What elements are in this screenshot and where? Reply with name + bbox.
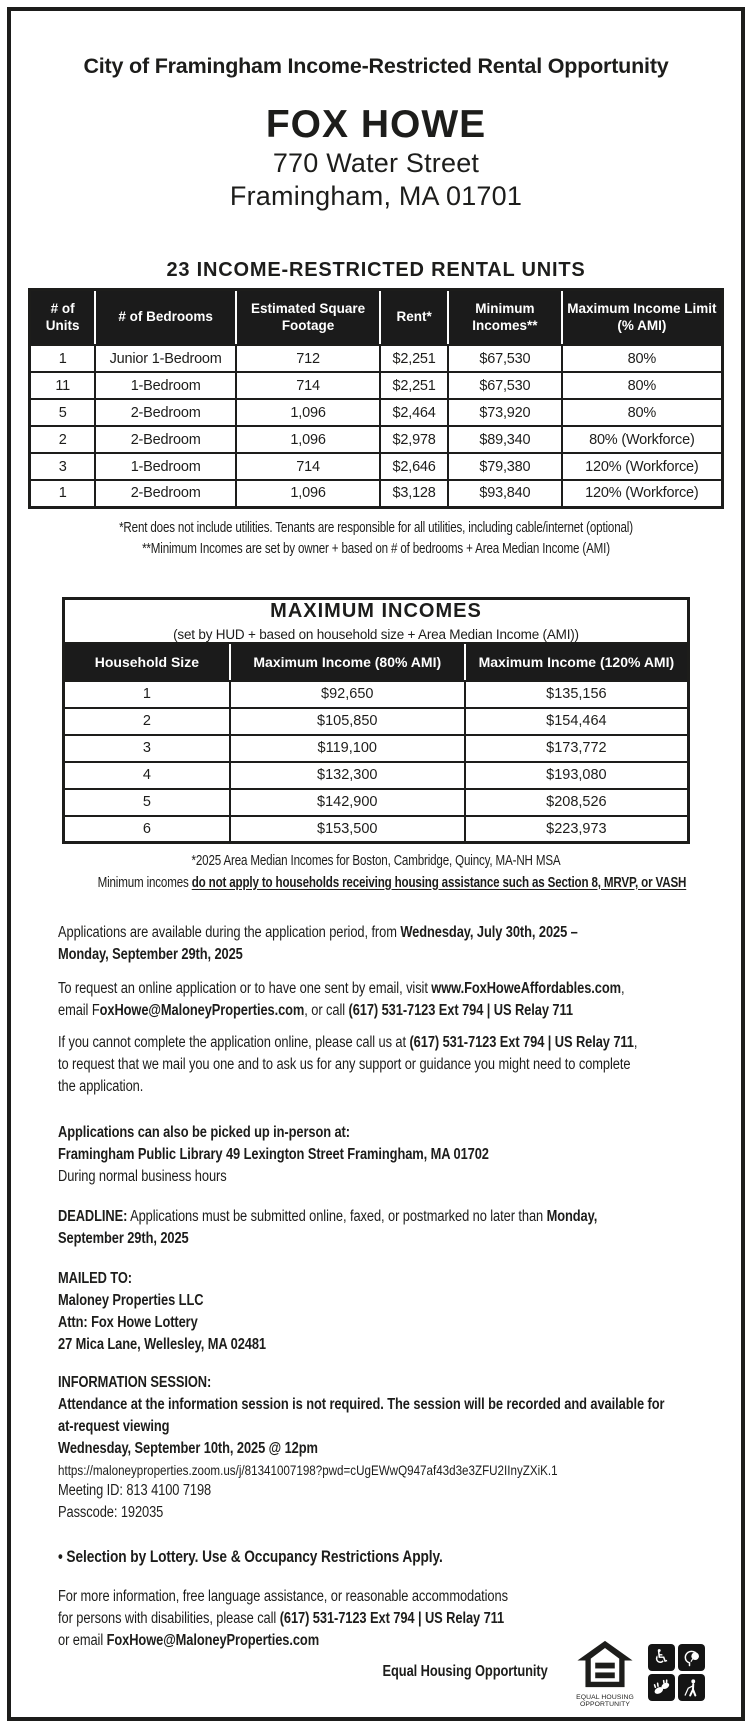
- table-row: [64, 789, 689, 816]
- table-cell: $173,772: [465, 735, 689, 762]
- table-cell: $2,464: [380, 399, 448, 426]
- table-cell: $153,500: [230, 816, 465, 843]
- phone-number: (617) 531-7123 Ext 794 | US Relay 711: [279, 1610, 505, 1627]
- property-address-line1: 770 Water Street: [272, 148, 480, 178]
- table-cell: 1-Bedroom: [95, 453, 236, 480]
- column-header-num-bedrooms: # of Bedrooms: [95, 290, 236, 346]
- sign-language-icon: [648, 1674, 675, 1701]
- table-cell: 80%: [562, 399, 723, 426]
- table-cell: 120% (Workforce): [562, 480, 723, 507]
- property-name: FOX HOWE: [265, 103, 487, 146]
- units-table-header-row: [30, 290, 723, 346]
- table-cell: $142,900: [230, 789, 465, 816]
- table-cell: $79,380: [448, 453, 562, 480]
- table-row: [30, 453, 723, 480]
- table-cell: 714: [236, 453, 380, 480]
- units-table-footnotes: [28, 518, 724, 561]
- table-cell: $73,920: [448, 399, 562, 426]
- mailing-address: MAILED TO: Maloney Properties LLC Attn: Fox Howe Lottery 27 Mica Lane, Wellesley, MA 02481: [58, 1270, 266, 1353]
- accessibility-icons: [648, 1644, 705, 1701]
- table-cell: $193,080: [465, 762, 689, 789]
- table-cell: 80%: [562, 345, 723, 372]
- ami-footnote: *2025 Area Median Incomes for Boston, Cambridge, Quincy, MA-NH MSA: [191, 853, 561, 869]
- table-row: [30, 480, 723, 507]
- cognitive-accessibility-icon: [678, 1644, 705, 1671]
- table-cell: $154,464: [465, 708, 689, 735]
- table-row: [30, 426, 723, 453]
- minimum-income-footnote: **Minimum Incomes are set by owner + based on # of bedrooms + Area Median Income (AMI): [142, 541, 610, 557]
- table-cell: Junior 1-Bedroom: [95, 345, 236, 372]
- table-row: [64, 708, 689, 735]
- table-cell: 714: [236, 372, 380, 399]
- table-row: [64, 762, 689, 789]
- column-header-num-units: # of Units: [30, 290, 96, 346]
- phone-number: (617) 531-7123 Ext 794 | US Relay 711: [409, 1034, 634, 1051]
- table-cell: $2,251: [380, 345, 448, 372]
- table-cell: 1-Bedroom: [95, 372, 236, 399]
- table-cell: 1: [30, 480, 96, 507]
- table-cell: 80%: [562, 372, 723, 399]
- table-cell: 1,096: [236, 426, 380, 453]
- column-header-max-income: Maximum Income Limit (% AMI): [562, 290, 723, 346]
- email-link[interactable]: FoxHowe@MaloneyProperties.com: [106, 1632, 320, 1649]
- housing-assistance-footnote: Minimum incomes do not apply to households receiving housing assistance such as Section 8, MRVP, or VASH: [97, 874, 687, 891]
- low-vision-cane-icon: [678, 1674, 705, 1701]
- table-cell: $132,300: [230, 762, 465, 789]
- table-cell: 80% (Workforce): [562, 426, 723, 453]
- table-cell: 11: [30, 372, 96, 399]
- zoom-link[interactable]: https://maloneyproperties.zoom.us/j/81341007198?pwd=cUgEWwQ947af43d3e3ZFU2IInyZXiK.1: [58, 1462, 558, 1478]
- table-cell: 1: [30, 345, 96, 372]
- table-cell: $119,100: [230, 735, 465, 762]
- table-row: [30, 372, 723, 399]
- table-cell: $2,978: [380, 426, 448, 453]
- table-cell: 5: [30, 399, 96, 426]
- table-cell: 120% (Workforce): [562, 453, 723, 480]
- income-table-subtitle: (set by HUD + based on household size + Area Median Income (AMI)): [173, 626, 579, 642]
- pickup-info: Applications can also be picked up in-person at: Framingham Public Library 49 Lexington Street Framingham, MA 01702 During normal business hours: [58, 1124, 489, 1185]
- table-row: [30, 399, 723, 426]
- income-table-footnotes: [28, 851, 724, 894]
- table-cell: 2-Bedroom: [95, 426, 236, 453]
- table-cell: $3,128: [380, 480, 448, 507]
- income-table-title: MAXIMUM INCOMES: [270, 599, 482, 622]
- equal-housing-caption-line2: OPPORTUNITY: [579, 1701, 631, 1709]
- table-cell: $67,530: [448, 345, 562, 372]
- property-address-line2: Framingham, MA 01701: [229, 181, 523, 211]
- equal-housing-text: Equal Housing Opportunity: [382, 1663, 548, 1680]
- passcode: Passcode: 192035: [58, 1504, 164, 1521]
- wheelchair-icon: ♿: [648, 1644, 675, 1671]
- information-session-label: INFORMATION SESSION:: [58, 1374, 212, 1391]
- table-cell: 1: [64, 681, 230, 708]
- equal-housing-caption-line1: EQUAL HOUSING: [576, 1694, 634, 1701]
- table-cell: $2,646: [380, 453, 448, 480]
- column-header-household-size: Household Size: [64, 643, 230, 681]
- table-cell: 712: [236, 345, 380, 372]
- income-table-header-row: [64, 643, 689, 681]
- column-header-max-income-80: Maximum Income (80% AMI): [230, 643, 465, 681]
- table-cell: $67,530: [448, 372, 562, 399]
- lottery-note: • Selection by Lottery. Use & Occupancy Restrictions Apply.: [58, 1548, 443, 1566]
- income-table-title-row: [64, 598, 689, 643]
- table-row: [64, 816, 689, 843]
- flyer-content: [11, 11, 741, 1717]
- table-cell: $105,850: [230, 708, 465, 735]
- phone-number: (617) 531-7123 Ext 794 | US Relay 711: [348, 1002, 573, 1019]
- more-info: For more information, free language assistance, or reasonable accommodations for persons with disabilities, please call (617) 531-7123 Ext 794 | US Relay 711 or email FoxHowe@MaloneyProperties.com: [58, 1588, 508, 1649]
- table-row: [30, 345, 723, 372]
- column-header-square-footage: Estimated Square Footage: [236, 290, 380, 346]
- deadline-label: DEADLINE:: [58, 1208, 128, 1225]
- table-cell: $2,251: [380, 372, 448, 399]
- table-cell: $208,526: [465, 789, 689, 816]
- phone-assistance: If you cannot complete the application online, please call us at (617) 531-7123 Ext 794 | US Relay 711, to request that we mail you one and to ask us for any support or guidance you might need to complete the application.: [58, 1034, 638, 1095]
- table-row: [64, 681, 689, 708]
- application-period: Applications are available during the application period, from Wednesday, July 30th, 2025 – Monday, September 29th, 2025: [58, 924, 578, 963]
- table-cell: $89,340: [448, 426, 562, 453]
- table-cell: 1,096: [236, 399, 380, 426]
- deadline-info: DEADLINE: Applications must be submitted online, faxed, or postmarked no later than Monday, September 29th, 2025: [58, 1208, 598, 1247]
- column-header-max-income-120: Maximum Income (120% AMI): [465, 643, 689, 681]
- session-datetime: Wednesday, September 10th, 2025 @ 12pm: [58, 1440, 318, 1457]
- table-cell: 1,096: [236, 480, 380, 507]
- page-title: City of Framingham Income-Restricted Rental Opportunity: [83, 54, 669, 78]
- equal-housing-logo: [572, 1640, 638, 1709]
- website-link[interactable]: www.FoxHoweAffordables.com: [431, 980, 621, 997]
- equal-housing-house-icon: [576, 1640, 634, 1688]
- table-cell: 3: [64, 735, 230, 762]
- column-header-min-income: Minimum Incomes**: [448, 290, 562, 346]
- rent-footnote: *Rent does not include utilities. Tenants are responsible for all utilities, including cable/internet (optional): [119, 519, 633, 536]
- table-cell: 2-Bedroom: [95, 480, 236, 507]
- mailed-to-label: MAILED TO:: [58, 1270, 132, 1287]
- table-row: [64, 735, 689, 762]
- meeting-id: Meeting ID: 813 4100 7198: [58, 1482, 212, 1499]
- application-info: [58, 922, 698, 1568]
- request-application: To request an online application or to have one sent by email, visit www.FoxHoweAffordables.com, email FoxHowe@MaloneyProperties.com, or call (617) 531-7123 Ext 794 | US Relay 711: [58, 980, 625, 1019]
- units-table: [28, 288, 724, 509]
- email-link[interactable]: oxHowe@MaloneyProperties.com: [99, 1002, 305, 1019]
- table-cell: $93,840: [448, 480, 562, 507]
- information-session: INFORMATION SESSION: Attendance at the information session is not required. The session will be recorded and available for at-request viewing Wednesday, September 10th, 2025 @ 12pm https://maloneyproperties.zoom.us/j/81341007198?pwd=cUgEWwQ947af43d3e3ZFU2IInyZXiK.1 Meeting ID: 813 4100 7198 Passcode: 192035: [58, 1372, 698, 1524]
- table-cell: $223,973: [465, 816, 689, 843]
- income-table: [62, 597, 690, 845]
- column-header-rent: Rent*: [380, 290, 448, 346]
- table-cell: 6: [64, 816, 230, 843]
- library-address: Framingham Public Library 49 Lexington Street Framingham, MA 01702: [58, 1146, 489, 1163]
- table-cell: $135,156: [465, 681, 689, 708]
- table-cell: 2: [30, 426, 96, 453]
- table-cell: 2-Bedroom: [95, 399, 236, 426]
- table-cell: 4: [64, 762, 230, 789]
- units-table-title: 23 INCOME-RESTRICTED RENTAL UNITS: [166, 259, 586, 281]
- table-cell: 3: [30, 453, 96, 480]
- table-cell: 2: [64, 708, 230, 735]
- table-cell: 5: [64, 789, 230, 816]
- table-cell: $92,650: [230, 681, 465, 708]
